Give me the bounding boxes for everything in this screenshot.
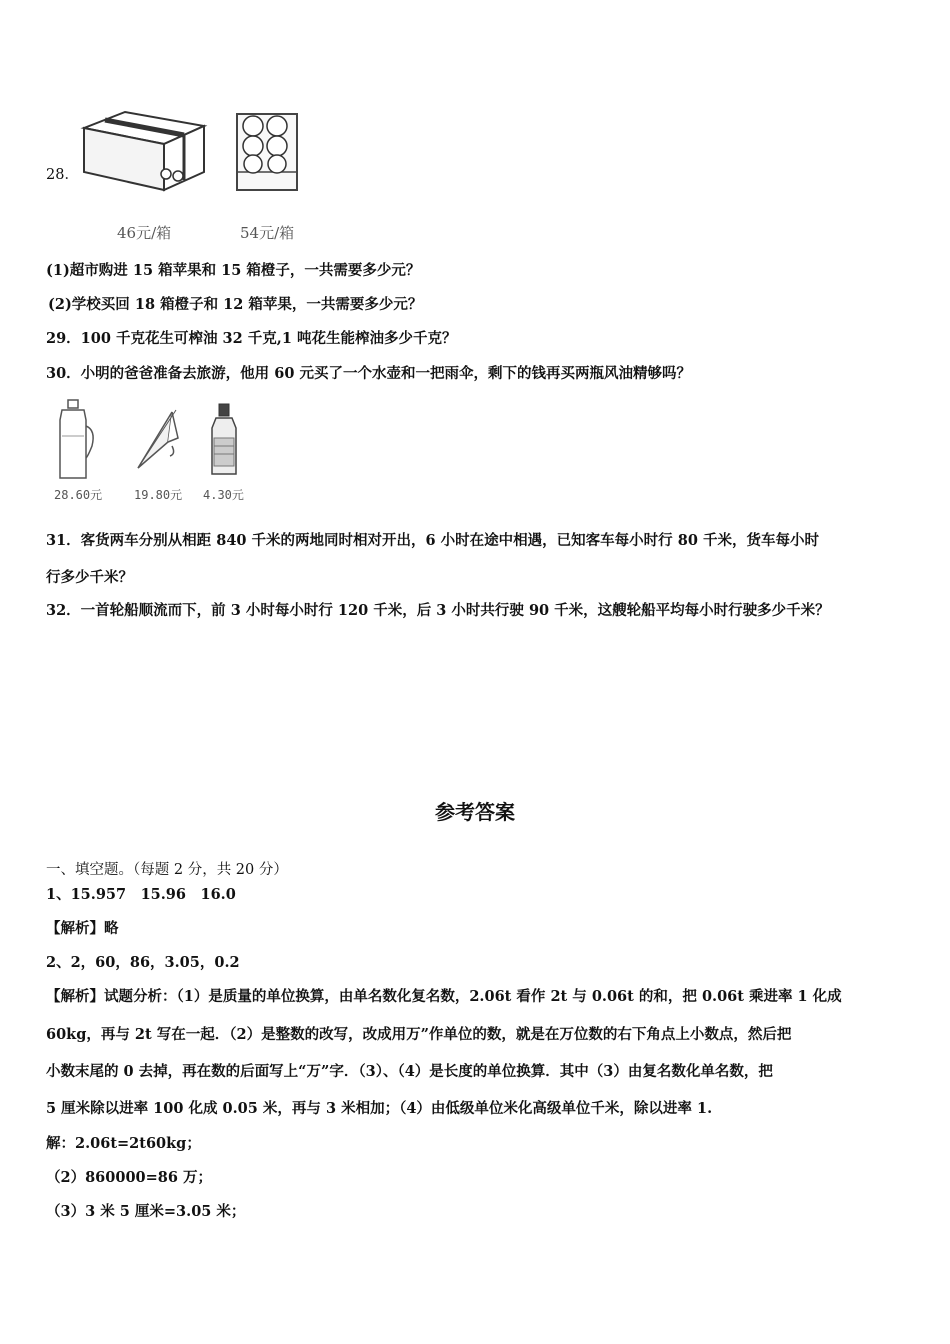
oil-bottle-illustration: [204, 402, 244, 480]
answer-2-analysis-line-4: 5 厘米除以进率 100 化成 0.05 米，再与 3 米相加；（4）由低级单位米化高级单位千米，除以进率 1.: [46, 1100, 713, 1117]
solution-line-1: 解：2.06t=2t60kg；: [46, 1135, 201, 1152]
answer-2-analysis-line-2: 60kg，再与 2t 写在一起．（2）是整数的改写，改成用万”作单位的数，就是在万位数的右下角点上小数点，然后把: [46, 1026, 792, 1043]
orange-box-price: 54元/箱: [240, 224, 295, 242]
answers-section-heading: 一、填空题。（每题 2 分，共 20 分）: [46, 862, 288, 878]
question-28-part-2: (2)学校买回 18 箱橙子和 12 箱苹果，一共需要多少元？: [48, 296, 423, 313]
question-28-part-1: (1)超市购进 15 箱苹果和 15 箱橙子，一共需要多少元？: [46, 262, 421, 279]
question-31-line-2: 行多少千米？: [46, 569, 133, 586]
question-29: 29．100 千克花生可榨油 32 千克,1 吨花生能榨油多少千克？: [46, 330, 457, 347]
kettle-price: 28.60元: [54, 488, 103, 502]
question-30: 30．小明的爸爸准备去旅游，他用 60 元买了一个水壶和一把雨伞，剩下的钱再买两瓶风油精够吗？: [46, 365, 691, 382]
question-32: 32．一首轮船顺流而下，前 3 小时每小时行 120 千米，后 3 小时共行驶 90 千米，这艘轮船平均每小时行驶多少千米？: [46, 602, 830, 619]
answer-2-analysis-line-3: 小数末尾的 0 去掉，再在数的后面写上“万”字．（3）、（4）是长度的单位换算．其中（3）由复名数化单名数，把: [46, 1063, 773, 1080]
apple-box-illustration: [80, 108, 210, 194]
answer-1: 1、15.957 15.96 16.0: [46, 886, 236, 903]
kettle-illustration: [48, 398, 100, 484]
answer-2-analysis-line-1: 【解析】试题分析：（1）是质量的单位换算，由单名数化复名数，2.06t 看作 2t 与 0.06t 的和，把 0.06t 乘进率 1 化成: [46, 988, 842, 1005]
question-31-line-1: 31．客货两车分别从相距 840 千米的两地同时相对开出，6 小时在途中相遇，已知客车每小时行 80 千米，货车每小时: [46, 532, 819, 549]
solution-line-3: （3）3 米 5 厘米=3.05 米；: [46, 1203, 246, 1220]
answer-2: 2、2，60，86，3.05，0.2: [46, 954, 240, 971]
umbrella-price: 19.80元: [134, 488, 183, 502]
answers-title: 参考答案: [435, 800, 515, 824]
answer-1-analysis: 【解析】略: [46, 920, 119, 937]
question-28-number: 28．: [46, 167, 79, 183]
oil-price: 4.30元: [203, 488, 244, 502]
orange-box-illustration: [233, 108, 301, 194]
solution-line-2: （2）860000=86 万；: [46, 1169, 212, 1186]
apple-box-price: 46元/箱: [117, 224, 172, 242]
umbrella-illustration: [132, 402, 184, 478]
